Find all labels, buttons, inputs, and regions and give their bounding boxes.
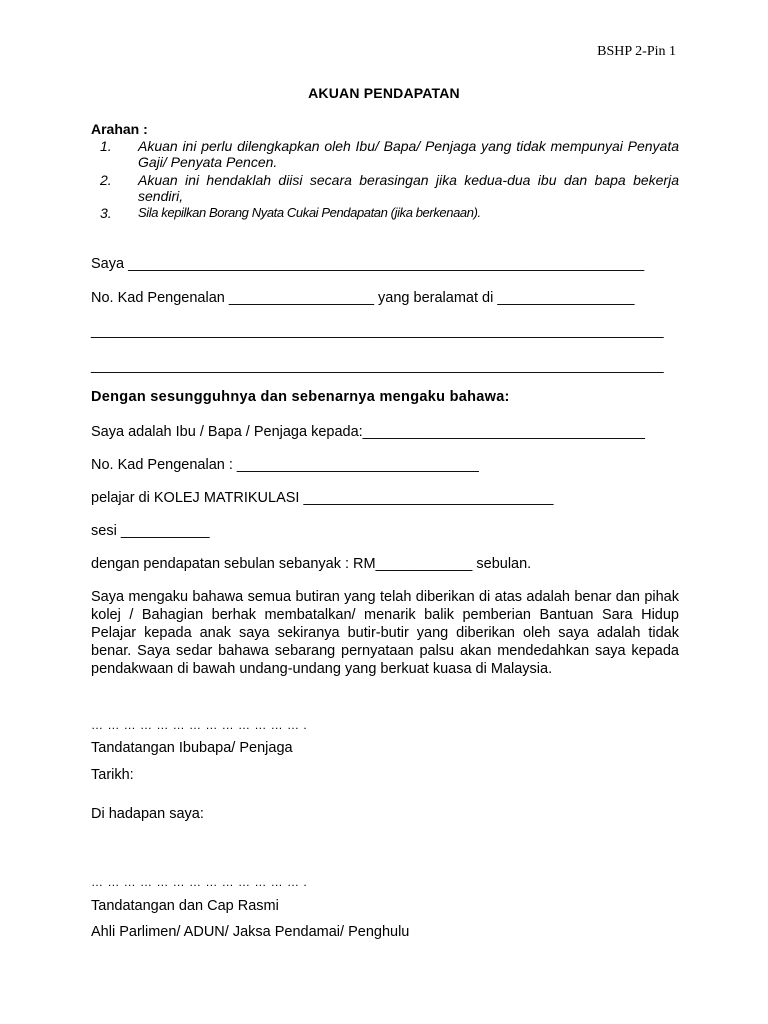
instruction-number: 1. bbox=[100, 138, 112, 154]
college-field-line: pelajar di KOLEJ MATRIKULASI _______________________________ bbox=[91, 490, 554, 506]
form-reference: BSHP 2-Pin 1 bbox=[597, 44, 676, 59]
official-roles: Ahli Parlimen/ ADUN/ Jaksa Pendamai/ Penghulu bbox=[91, 924, 410, 940]
instruction-number: 2. bbox=[100, 172, 112, 188]
instruction-text: Akuan ini perlu dilengkapkan oleh Ibu/ Bapa/ Penjaga yang tidak mempunyai Penyata Gaji/ Penyata Pencen. bbox=[138, 138, 679, 170]
instruction-number: 3. bbox=[100, 205, 112, 221]
declaration-heading: Dengan sesungguhnya dan sebenarnya mengaku bahawa: bbox=[91, 389, 510, 405]
guardian-field-line: Saya adalah Ibu / Bapa / Penjaga kepada:___________________________________ bbox=[91, 424, 645, 440]
ic-address-field-line: No. Kad Pengenalan __________________ yang beralamat di _________________ bbox=[91, 290, 635, 306]
parent-signature-label: Tandatangan Ibubapa/ Penjaga bbox=[91, 740, 293, 756]
student-ic-field-line: No. Kad Pengenalan : ______________________________ bbox=[91, 457, 479, 473]
address-field-line: _______________________________________________________________________ bbox=[91, 358, 664, 374]
document-title: AKUAN PENDAPATAN bbox=[308, 85, 460, 101]
date-label: Tarikh: bbox=[91, 767, 134, 783]
official-signature-label: Tandatangan dan Cap Rasmi bbox=[91, 898, 279, 914]
session-field-line: sesi ___________ bbox=[91, 523, 210, 539]
address-field-line: _______________________________________________________________________ bbox=[91, 323, 664, 339]
declaration-statement: Saya mengaku bahawa semua butiran yang telah diberikan di atas adalah benar dan pihak kolej / Bahagian berhak membatalkan/ menarik balik pemberian Bantuan Sara Hidup Pelajar kepada anak saya sekiranya butir-butir yang diberikan oleh saya adalah tidak benar. Saya sedar bahawa sebarang pernyataan palsu akan mendedahkan saya kepada pendakwaan di bawah undang-undang yang berkuat kuasa di Malaysia. bbox=[91, 589, 679, 677]
official-signature-line: … … … … … … … … … … … … … . bbox=[91, 875, 308, 889]
income-field-line: dengan pendapatan sebulan sebanyak : RM____________ sebulan. bbox=[91, 556, 532, 572]
witness-label: Di hadapan saya: bbox=[91, 806, 204, 822]
parent-signature-line: … … … … … … … … … … … … … . bbox=[91, 718, 308, 732]
instructions-heading: Arahan : bbox=[91, 121, 148, 137]
instruction-text: Sila kepilkan Borang Nyata Cukai Pendapatan (jika berkenaan). bbox=[138, 205, 481, 220]
name-field-line: Saya ________________________________________________________________ bbox=[91, 256, 645, 272]
instruction-text: Akuan ini hendaklah diisi secara berasingan jika kedua-dua ibu dan bapa bekerja sendiri, bbox=[138, 172, 679, 204]
